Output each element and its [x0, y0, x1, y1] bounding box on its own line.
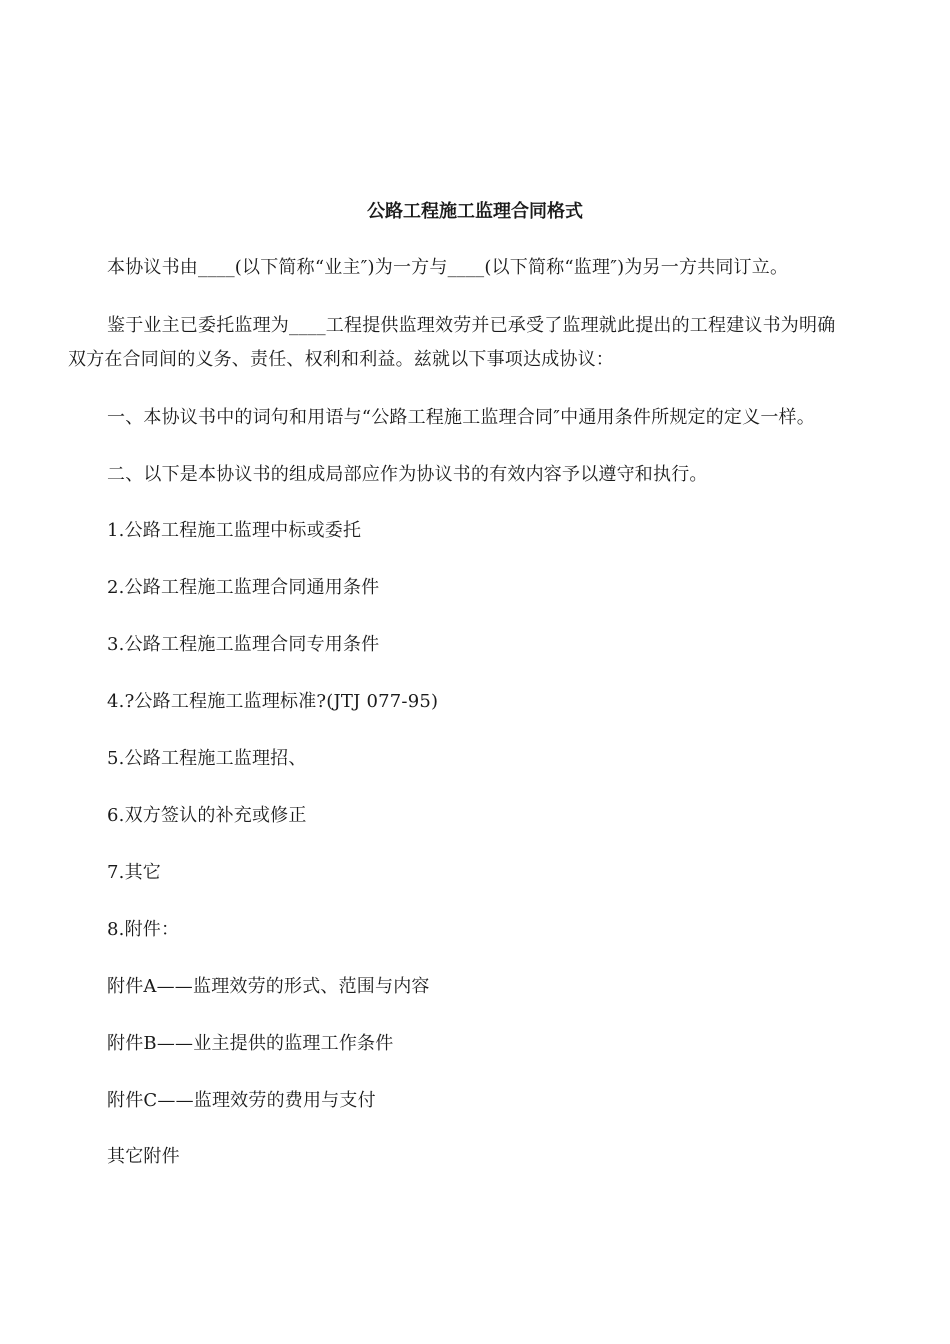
- attachment-item: 其它附件: [107, 1146, 180, 1167]
- list-item: 4.?公路工程施工监理标准?(JTJ 077-95): [107, 691, 439, 712]
- paragraph-whereas-line2: 双方在合同间的义务、责任、权利和利益。兹就以下事项达成协议：: [68, 349, 614, 370]
- document-title: 公路工程施工监理合同格式: [367, 201, 583, 222]
- list-item: 5.公路工程施工监理招、: [107, 748, 307, 769]
- paragraph-parties: 本协议书由____(以下简称“业主″)为一方与____(以下简称“监理″)为另一方共同订立。: [107, 257, 789, 278]
- attachment-item: 附件B——业主提供的监理工作条件: [107, 1033, 394, 1054]
- list-item: 8.附件：: [107, 919, 180, 940]
- paragraph-clause-one: 一、本协议书中的词句和用语与“公路工程施工监理合同″中通用条件所规定的定义一样。: [107, 407, 815, 428]
- list-item: 7.其它: [107, 862, 161, 883]
- list-item: 6.双方签认的补充或修正: [107, 805, 307, 826]
- attachment-item: 附件A——监理效劳的形式、范围与内容: [107, 976, 430, 997]
- paragraph-whereas-line1: 鉴于业主已委托监理为____工程提供监理效劳并已承受了监理就此提出的工程建议书为明确: [107, 315, 836, 336]
- list-item: 2.公路工程施工监理合同通用条件: [107, 577, 380, 598]
- list-item: 3.公路工程施工监理合同专用条件: [107, 634, 380, 655]
- attachment-item: 附件C——监理效劳的费用与支付: [107, 1090, 376, 1111]
- paragraph-clause-two: 二、以下是本协议书的组成局部应作为协议书的有效内容予以遵守和执行。: [107, 464, 708, 485]
- list-item: 1.公路工程施工监理中标或委托: [107, 520, 362, 541]
